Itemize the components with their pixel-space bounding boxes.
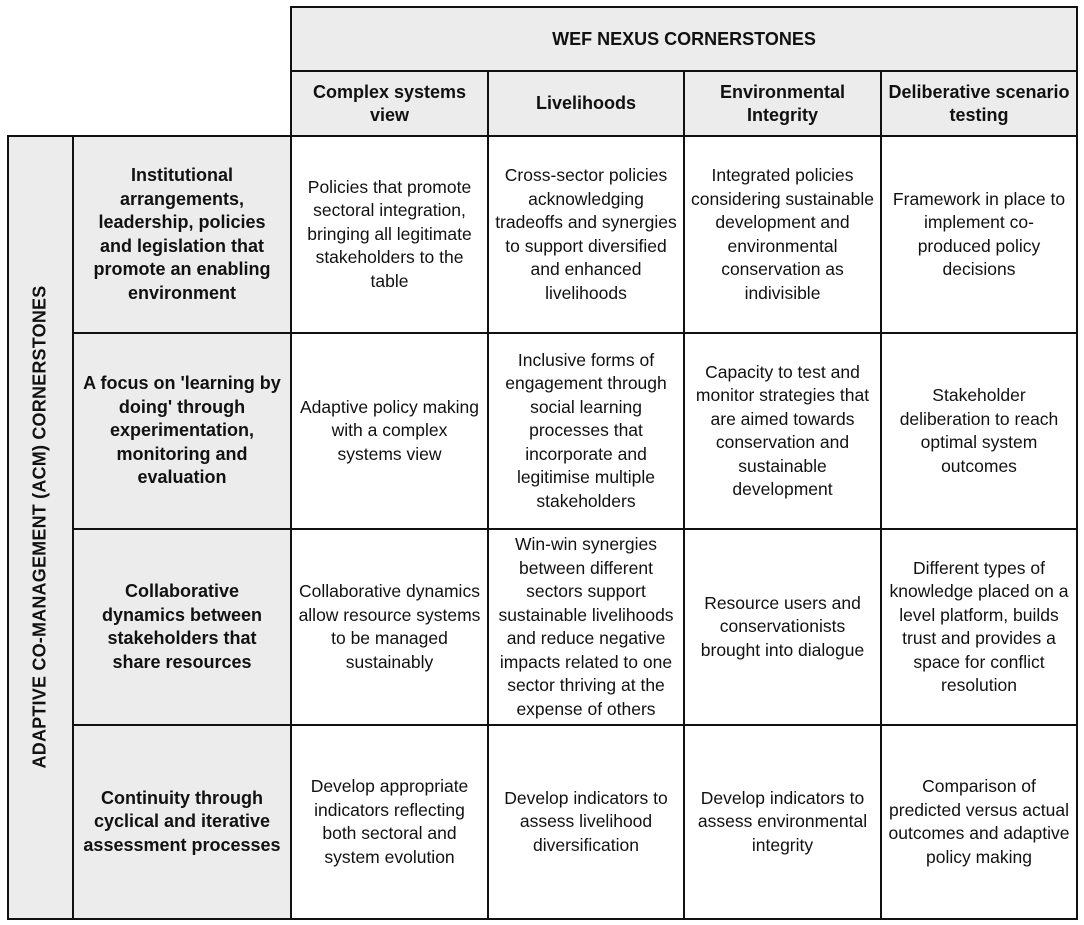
row-header-text: A focus on 'learning by doing' through experimentation, monitoring and evaluation [83,373,281,488]
cell-text: Develop indicators to assess environmental integrity [697,787,868,855]
column-header-deliberative-scenario [880,70,1078,137]
column-header-complex-systems [290,70,489,137]
table-cell [290,724,489,920]
cell-text: Framework in place to implement co-produced policy decisions [892,188,1066,279]
acm-side-header-text: ADAPTIVE CO-MANAGEMENT (ACM) CORNERSTONES [29,285,50,769]
table-cell [683,332,882,530]
table-cell [487,135,685,334]
column-header-text: Complex systems view [312,81,467,125]
row-header-collaborative-dynamics [72,528,292,726]
table-cell [487,724,685,920]
column-header-text: Livelihoods [535,93,636,113]
column-header-livelihoods [487,70,685,137]
table-cell [290,332,489,530]
cell-text: Inclusive forms of engagement through social learning processes that incorporate and legitimise multiple stakeholders [505,349,667,511]
table-cell [487,332,685,530]
table-cell [683,724,882,920]
cell-text: Integrated policies considering sustainable development and environmental conservation as indivisible [691,165,874,303]
column-header-text: Environmental Integrity [719,81,846,125]
cell-text: Adaptive policy making with a complex systems view [300,396,479,464]
table-cell [683,528,882,726]
row-header-text: Institutional arrangements, leadership, policies and legislation that promote an enabling environment [93,165,271,303]
row-header-continuity [72,724,292,920]
wef-nexus-header-text: WEF NEXUS CORNERSTONES [552,28,816,49]
cell-text: Cross-sector policies acknowledging tradeoffs and synergies to support diversified and enhanced livelihoods [495,165,677,303]
table-cell [880,528,1078,726]
column-header-text: Deliberative scenario testing [888,81,1070,125]
table-cell [880,135,1078,334]
row-header-text: Continuity through cyclical and iterative assessment processes [83,787,281,855]
table-cell [683,135,882,334]
table-cell [880,724,1078,920]
cell-text: Policies that promote sectoral integration, bringing all legitimate stakeholders to the table [307,176,472,291]
table-cell [290,135,489,334]
table-cell [880,332,1078,530]
cell-text: Develop appropriate indicators reflecting both sectoral and system evolution [310,776,469,867]
cell-text: Resource users and conservationists brought into dialogue [700,592,865,660]
table-cell [487,528,685,726]
cell-text: Stakeholder deliberation to reach optimal system outcomes [899,385,1059,476]
column-header-environmental-integrity [683,70,882,137]
cell-text: Comparison of predicted versus actual outcomes and adaptive policy making [888,776,1070,867]
cell-text: Capacity to test and monitor strategies that are aimed towards conservation and sustainable development [695,361,870,499]
wef-nexus-header [290,6,1078,72]
row-header-learning-by-doing [72,332,292,530]
table-cell [290,528,489,726]
cell-text: Collaborative dynamics allow resource systems to be managed sustainably [298,581,481,672]
cell-text: Develop indicators to assess livelihood diversification [504,787,668,855]
cell-text: Different types of knowledge placed on a level platform, builds trust and provides a space for conflict resolution [889,557,1069,695]
row-header-text: Collaborative dynamics between stakeholders that share resources [101,581,263,672]
cell-text: Win-win synergies between different sectors support sustainable livelihoods and reduce negative impacts related to one sector thriving at the expense of others [498,534,674,719]
row-header-institutional [72,135,292,334]
